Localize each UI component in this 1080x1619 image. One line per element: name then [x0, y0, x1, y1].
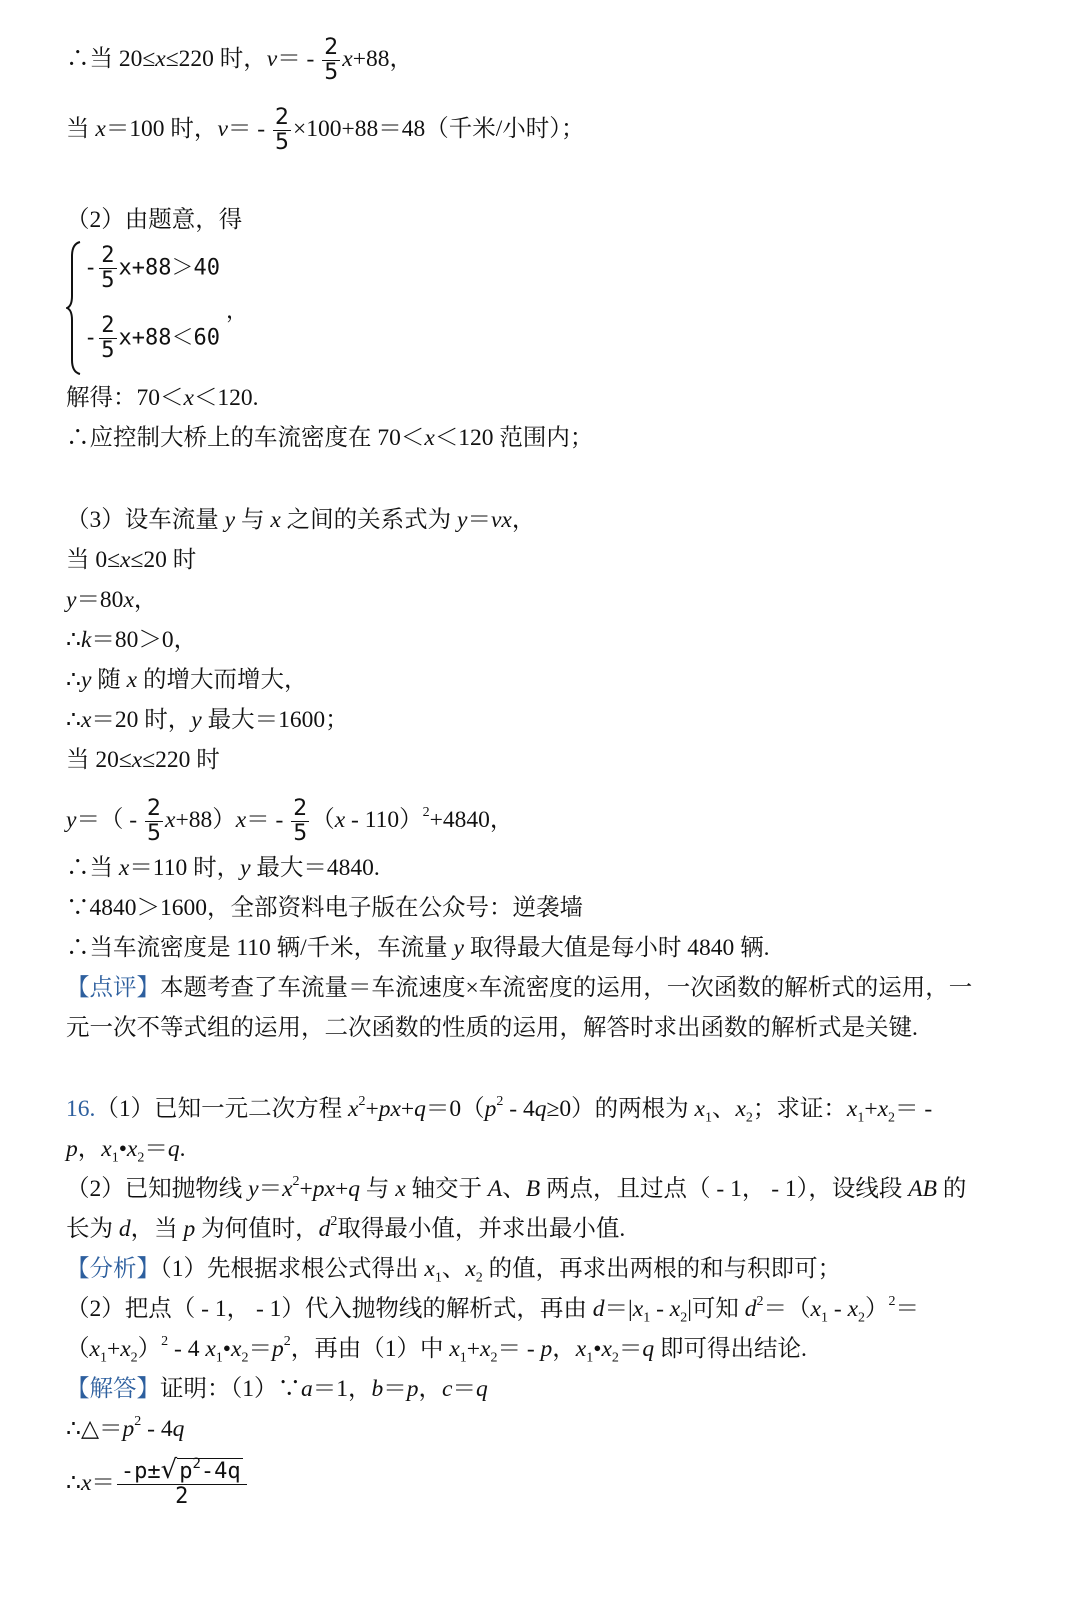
text: 证明：（1）∵: [160, 1376, 301, 1402]
subscript: 2: [680, 1310, 688, 1326]
discriminant-line: [66, 1414, 185, 1442]
var-x: x: [120, 1336, 131, 1362]
var-c: c: [442, 1376, 453, 1402]
text: - 110）: [345, 806, 423, 833]
text: +: [466, 1336, 481, 1362]
text: -: [650, 1296, 670, 1322]
text: ＝ -: [497, 1336, 541, 1362]
var-x: x: [669, 1296, 681, 1322]
var-x: x: [165, 806, 176, 833]
text: ∴: [66, 627, 81, 653]
text: ∴: [66, 667, 81, 693]
var-y: y: [457, 507, 468, 533]
monotonic-line: [66, 669, 307, 693]
var-y: y: [240, 855, 251, 881]
equation-line: [66, 589, 157, 613]
point-b: B: [525, 1176, 541, 1202]
subscript: 1: [215, 1350, 223, 1366]
text: 即可得出结论.: [654, 1336, 807, 1362]
subscript: 2: [137, 1150, 145, 1166]
var-x: x: [131, 747, 143, 773]
var-x: x: [847, 1296, 858, 1322]
fraction-numerator: 2: [274, 105, 289, 130]
text: 取得最大值是每小时 4840 辆.: [463, 935, 770, 961]
text: 为何值时，: [195, 1216, 319, 1242]
var-vx: vx: [490, 507, 512, 533]
text: ＝: [895, 1296, 919, 1322]
fraction-numerator: 2: [293, 796, 308, 821]
var-v: v: [266, 45, 278, 72]
text: 、: [441, 1256, 466, 1282]
answer-tag: 【解答】: [66, 1376, 160, 1402]
var-x: x: [395, 1176, 406, 1202]
text: |可知: [687, 1296, 745, 1322]
var-x: x: [118, 855, 130, 881]
fraction-denominator: 2: [175, 1484, 189, 1509]
text: 、: [711, 1096, 736, 1122]
var-x: x: [155, 45, 166, 72]
var-x: x: [101, 1136, 112, 1162]
text: ＝: [258, 1176, 283, 1202]
text: 本题考查了车流量＝车流速度×车流密度的运用，一次函数的解析式的运用，一: [160, 975, 973, 1001]
text: 最大＝1600；: [201, 707, 349, 733]
text: （: [311, 806, 335, 833]
text: ＝20 时，: [91, 707, 192, 733]
text: ＝: [144, 1136, 168, 1162]
subscript: 1: [111, 1150, 119, 1166]
fraction-denominator: 5: [101, 268, 115, 293]
text: 当: [66, 115, 96, 142]
comparison-line: ∵4840＞1600，全部资料电子版在公众号：逆袭墙: [66, 895, 583, 921]
fraction: [322, 36, 340, 85]
var-y: y: [66, 806, 77, 833]
fraction-denominator: 5: [274, 130, 289, 155]
slope-line: [66, 629, 197, 653]
var-d: d: [592, 1296, 605, 1322]
answer-line-1: [66, 1378, 488, 1402]
text: -p±: [120, 1459, 161, 1484]
text: ，: [511, 507, 536, 533]
subscript: 1: [459, 1350, 467, 1366]
text: ＝ -: [246, 806, 290, 833]
text: 取得最小值，并求出最小值.: [337, 1216, 626, 1242]
text: ∴△＝: [66, 1416, 123, 1442]
inequality-row-2: [84, 314, 220, 363]
var-x: x: [334, 806, 346, 833]
text: 轴交于: [405, 1176, 488, 1202]
var-y: y: [224, 507, 236, 533]
question-16-line-2: [66, 1136, 186, 1166]
var-x: x: [342, 45, 353, 72]
text: .: [179, 1136, 186, 1162]
var-y: y: [191, 707, 202, 733]
text: （: [66, 1336, 90, 1362]
var-x: x: [126, 1136, 138, 1162]
superscript: 2: [283, 1334, 291, 1350]
var-x: x: [95, 115, 106, 142]
var-x: x: [810, 1296, 821, 1322]
subscript: 1: [643, 1310, 651, 1326]
var-p: p: [122, 1416, 135, 1442]
text: ∴: [66, 1469, 81, 1496]
review-line-1: [66, 977, 972, 1001]
question-16-part-2-line-1: [66, 1174, 967, 1202]
var-x: x: [80, 1469, 92, 1496]
left-brace-icon: [66, 238, 84, 378]
analysis-tag: 【分析】: [66, 1256, 160, 1282]
text: ＝ -: [277, 45, 321, 72]
review-tag: 【点评】: [66, 975, 160, 1001]
var-d: d: [118, 1216, 131, 1242]
subscript: 1: [704, 1110, 712, 1126]
superscript: 2: [422, 805, 430, 821]
analysis-line-1: [66, 1256, 842, 1286]
part-2-heading: （2）由题意，得: [66, 207, 243, 233]
superscript: 2: [496, 1094, 504, 1110]
var-x: x: [694, 1096, 705, 1122]
var-x: x: [575, 1336, 587, 1362]
fraction-denominator: 5: [101, 338, 115, 363]
var-q: q: [534, 1096, 547, 1122]
text: ＝: [383, 1376, 407, 1402]
text: ，: [77, 1136, 102, 1162]
text: （2）已知抛物线: [66, 1176, 249, 1202]
case-line: [66, 549, 196, 573]
fraction-numerator: 2: [101, 313, 115, 338]
text: ）: [137, 1336, 162, 1362]
var-x: x: [235, 806, 247, 833]
text: - 4: [503, 1096, 535, 1122]
point-a: A: [487, 1176, 503, 1202]
superscript: 2: [358, 1094, 366, 1110]
var-y: y: [453, 935, 464, 961]
var-p: p: [271, 1336, 284, 1362]
text: ；求证：: [752, 1096, 847, 1122]
var-p: p: [540, 1336, 553, 1362]
text: -4q: [200, 1459, 241, 1484]
text: ＜120 范围内；: [434, 425, 594, 451]
inequality-row-1: [84, 244, 220, 293]
superscript: 2: [192, 1455, 201, 1472]
fraction-numerator: 2: [324, 35, 339, 60]
var-q: q: [414, 1096, 426, 1122]
question-16-part-2-line-2: [66, 1214, 626, 1242]
var-q: q: [642, 1336, 655, 1362]
text: 解得：70＜: [66, 385, 184, 411]
text: ＝: [91, 1469, 115, 1496]
text: ∴: [66, 707, 81, 733]
text: +: [864, 1096, 878, 1122]
text: - 4: [141, 1416, 173, 1442]
text: ≤220 时: [142, 747, 220, 773]
fraction-numerator: 2: [147, 796, 162, 821]
text: +: [400, 1096, 415, 1122]
text: •: [118, 1136, 127, 1162]
text: 当 20≤: [66, 747, 132, 773]
text: ＝100 时，: [105, 115, 218, 142]
analysis-line-3: [66, 1334, 807, 1366]
var-x: x: [126, 667, 138, 693]
subscript: 1: [857, 1110, 865, 1126]
text: 的值，再求出两根的和与积即可；: [482, 1256, 842, 1282]
var-q: q: [475, 1376, 488, 1402]
superscript: 2: [888, 1294, 896, 1310]
text: +88）: [175, 806, 236, 833]
text: ，: [418, 1376, 442, 1402]
var-x: x: [282, 1176, 293, 1202]
var-q: q: [167, 1136, 180, 1162]
var-x: x: [632, 1296, 644, 1322]
subscript: 1: [586, 1350, 594, 1366]
text: ＝0（: [425, 1096, 485, 1122]
text: -: [84, 255, 98, 281]
var-q: q: [348, 1176, 360, 1202]
text: ∴应控制大桥上的车流密度在 70＜: [66, 425, 425, 451]
var-x: x: [424, 425, 435, 451]
text: 的: [937, 1176, 967, 1202]
var-d: d: [744, 1296, 757, 1322]
var-x: x: [480, 1336, 491, 1362]
quadratic-formula-line: [66, 1455, 249, 1509]
text: +88，: [352, 45, 413, 72]
var-x: x: [80, 707, 92, 733]
var-px: px: [378, 1096, 401, 1122]
var-x: x: [735, 1096, 746, 1122]
text: ＝: [618, 1336, 643, 1362]
var-x: x: [601, 1336, 612, 1362]
text: ≤220 时，: [165, 45, 267, 72]
text: •: [593, 1336, 602, 1362]
text: ＝（: [763, 1296, 811, 1322]
text: 之间的关系式为: [280, 507, 457, 533]
fraction-denominator: 5: [293, 821, 308, 846]
text: +: [299, 1176, 313, 1202]
text: 与: [235, 507, 271, 533]
final-conclusion-line: [66, 937, 769, 961]
text: - 4: [168, 1336, 206, 1362]
text: ＝ -: [895, 1096, 933, 1122]
sqrt-icon: √: [160, 1455, 178, 1485]
text: （2）把点（ - 1， - 1）代入抛物线的解析式，再由: [66, 1296, 593, 1322]
subscript: 1: [434, 1270, 442, 1286]
superscript: 2: [134, 1414, 142, 1430]
text: ＝: [452, 1376, 476, 1402]
text: ∴当: [66, 855, 119, 881]
root-fraction: [117, 1455, 247, 1509]
fraction-numerator: 2: [101, 243, 115, 268]
text: 当 0≤: [66, 547, 121, 573]
fraction: [99, 314, 116, 363]
text: +: [106, 1336, 121, 1362]
var-x: x: [205, 1336, 216, 1362]
var-x: x: [348, 1096, 359, 1122]
text: ，: [552, 1336, 576, 1362]
text: ）: [865, 1296, 889, 1322]
var-x: x: [123, 587, 134, 613]
subscript: 1: [99, 1350, 107, 1366]
var-q: q: [172, 1416, 185, 1442]
text: x+88＞40: [118, 255, 220, 281]
superscript: 2: [330, 1214, 338, 1230]
var-y: y: [80, 667, 92, 693]
text: x+88＜60: [118, 325, 220, 351]
text: +4840，: [429, 806, 514, 833]
var-x: x: [449, 1336, 460, 1362]
var-x: x: [120, 547, 131, 573]
subscript: 2: [130, 1350, 138, 1366]
superscript: 2: [756, 1294, 764, 1310]
text: ≤20 时: [130, 547, 197, 573]
var-x: x: [183, 385, 194, 411]
case-line: [66, 749, 220, 773]
var-x: x: [846, 1096, 858, 1122]
text: 与: [359, 1176, 396, 1202]
text: -: [827, 1296, 848, 1322]
text: ∴当 20≤: [66, 45, 156, 72]
part-3-heading: [66, 509, 535, 533]
var-x: x: [424, 1256, 435, 1282]
text: 长为: [66, 1216, 119, 1242]
text: +: [334, 1176, 349, 1202]
subscript: 2: [611, 1350, 619, 1366]
subscript: 1: [820, 1310, 828, 1326]
text: p: [179, 1459, 193, 1484]
var-a: a: [301, 1376, 313, 1402]
quadratic-line: [66, 797, 513, 846]
line-v-formula: [66, 36, 413, 85]
fraction: [273, 106, 291, 155]
inequality-system: [66, 238, 306, 378]
text: ，再由（1）中: [290, 1336, 450, 1362]
var-x: x: [89, 1336, 100, 1362]
fraction-denominator: 5: [324, 60, 339, 85]
text: ＜120.: [193, 385, 259, 411]
analysis-line-2: [66, 1294, 919, 1326]
text: 最大＝4840.: [250, 855, 380, 881]
subscript: 2: [745, 1110, 753, 1126]
max-1600-line: [66, 709, 349, 733]
text: ＝1，: [312, 1376, 372, 1402]
var-x: x: [270, 507, 281, 533]
var-k: k: [80, 627, 92, 653]
var-y: y: [66, 587, 77, 613]
text: ＝: [248, 1336, 272, 1362]
max-4840-line: [66, 857, 380, 881]
text: •: [222, 1336, 232, 1362]
var-d: d: [318, 1216, 331, 1242]
fraction: [291, 797, 309, 846]
text: ，当: [130, 1216, 184, 1242]
text: 的增大而增大，: [137, 667, 308, 693]
fraction-numerator: [117, 1455, 247, 1485]
superscript: 2: [292, 1174, 300, 1190]
text: ∴当车流密度是 110 辆/千米，车流量: [66, 935, 454, 961]
text: +: [365, 1096, 379, 1122]
question-16-line-1: [66, 1094, 933, 1126]
subscript: 2: [888, 1110, 896, 1126]
text: 、: [502, 1176, 526, 1202]
line-v-at-100: [66, 106, 585, 155]
text: （1）先根据求根公式得出: [160, 1256, 425, 1282]
text: -: [84, 325, 98, 351]
var-p: p: [66, 1136, 78, 1162]
fraction-denominator: 5: [147, 821, 162, 846]
radicand: [177, 1455, 242, 1484]
question-number: 16.: [66, 1096, 96, 1122]
var-y: y: [248, 1176, 259, 1202]
conclusion-line: [66, 427, 593, 451]
text: ，: [133, 587, 158, 613]
superscript: 2: [161, 1334, 169, 1350]
text: （3）设车流量: [66, 507, 225, 533]
subscript: 2: [858, 1310, 865, 1326]
text: 两点，且过点（ - 1， - 1），设线段: [540, 1176, 909, 1202]
text: ＝ -: [227, 115, 271, 142]
text: ≥0）的两根为: [546, 1096, 695, 1122]
var-x: x: [877, 1096, 889, 1122]
text: ＝110 时，: [129, 855, 241, 881]
var-px: px: [312, 1176, 335, 1202]
text: ＝80＞0，: [91, 627, 198, 653]
var-b: b: [371, 1376, 384, 1402]
fraction: [145, 797, 163, 846]
text: 随: [91, 667, 127, 693]
var-p: p: [406, 1376, 419, 1402]
text: ＝（ -: [76, 806, 144, 833]
text: （1）已知一元二次方程: [95, 1096, 348, 1122]
var-v: v: [217, 115, 228, 142]
system-comma: ，: [226, 299, 249, 324]
subscript: 2: [490, 1350, 498, 1366]
segment-ab: AB: [908, 1176, 937, 1202]
var-p: p: [183, 1216, 196, 1242]
review-line-2: 元一次不等式组的运用，二次函数的性质的运用，解答时求出函数的解析式是关键.: [66, 1015, 918, 1041]
text: ＝80: [76, 587, 124, 613]
fraction: [99, 244, 116, 293]
text: ＝|: [604, 1296, 633, 1322]
subscript: 2: [241, 1350, 249, 1366]
var-p: p: [484, 1096, 497, 1122]
solution-line: [66, 387, 259, 411]
text: ×100+88＝48（千米/小时）；: [292, 115, 585, 142]
var-x: x: [231, 1336, 242, 1362]
var-x: x: [465, 1256, 476, 1282]
text: ＝: [467, 507, 491, 533]
subscript: 2: [475, 1270, 483, 1286]
